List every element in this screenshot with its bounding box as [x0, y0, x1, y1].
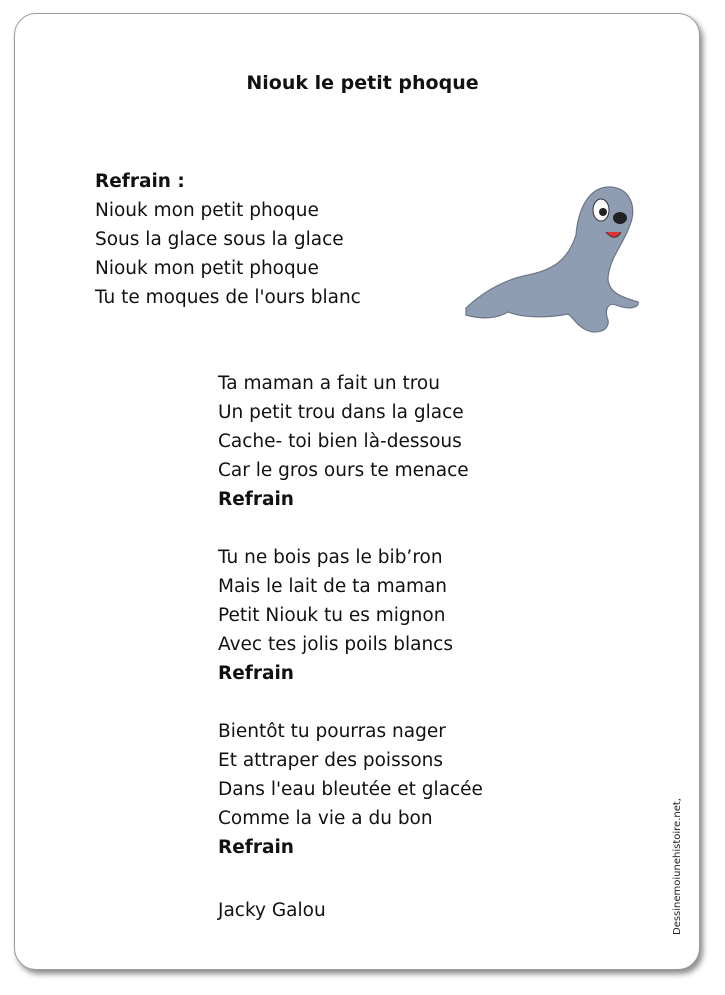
refrain-line: Niouk mon petit phoque	[95, 258, 319, 279]
verse-line: Ta maman a fait un trou	[218, 373, 440, 394]
refrain-marker: Refrain	[218, 489, 294, 510]
verse-line: Et attraper des poissons	[218, 750, 444, 771]
verse-line: Car le gros ours te menace	[218, 460, 469, 481]
verse-line: Dans l'eau bleutée et glacée	[218, 779, 483, 800]
author: Jacky Galou	[218, 900, 326, 921]
seal-illustration	[458, 180, 643, 340]
stanza-1	[218, 369, 469, 514]
refrain-marker: Refrain	[218, 837, 294, 858]
verse-line: Cache- toi bien là-dessous	[218, 431, 462, 452]
refrain-line: Tu te moques de l'ours blanc	[95, 287, 361, 308]
verse-line: Avec tes jolis poils blancs	[218, 634, 453, 655]
stanza-2	[218, 543, 453, 688]
verse-line: Un petit trou dans la glace	[218, 402, 464, 423]
watermark: Dessinemoiunehistoire.net,	[672, 798, 683, 935]
verse-line: Tu ne bois pas le bib’ron	[218, 547, 443, 568]
refrain-marker: Refrain	[218, 663, 294, 684]
verse-line: Petit Niouk tu es mignon	[218, 605, 446, 626]
refrain-line: Sous la glace sous la glace	[95, 229, 344, 250]
verse-line: Bientôt tu pourras nager	[218, 721, 446, 742]
refrain-line: Niouk mon petit phoque	[95, 200, 319, 221]
page-title: Niouk le petit phoque	[246, 72, 479, 94]
stanza-3	[218, 717, 483, 862]
refrain-heading: Refrain :	[95, 171, 185, 192]
verse-line: Mais le lait de ta maman	[218, 576, 448, 597]
verse-line: Comme la vie a du bon	[218, 808, 433, 829]
refrain-block	[95, 167, 361, 312]
